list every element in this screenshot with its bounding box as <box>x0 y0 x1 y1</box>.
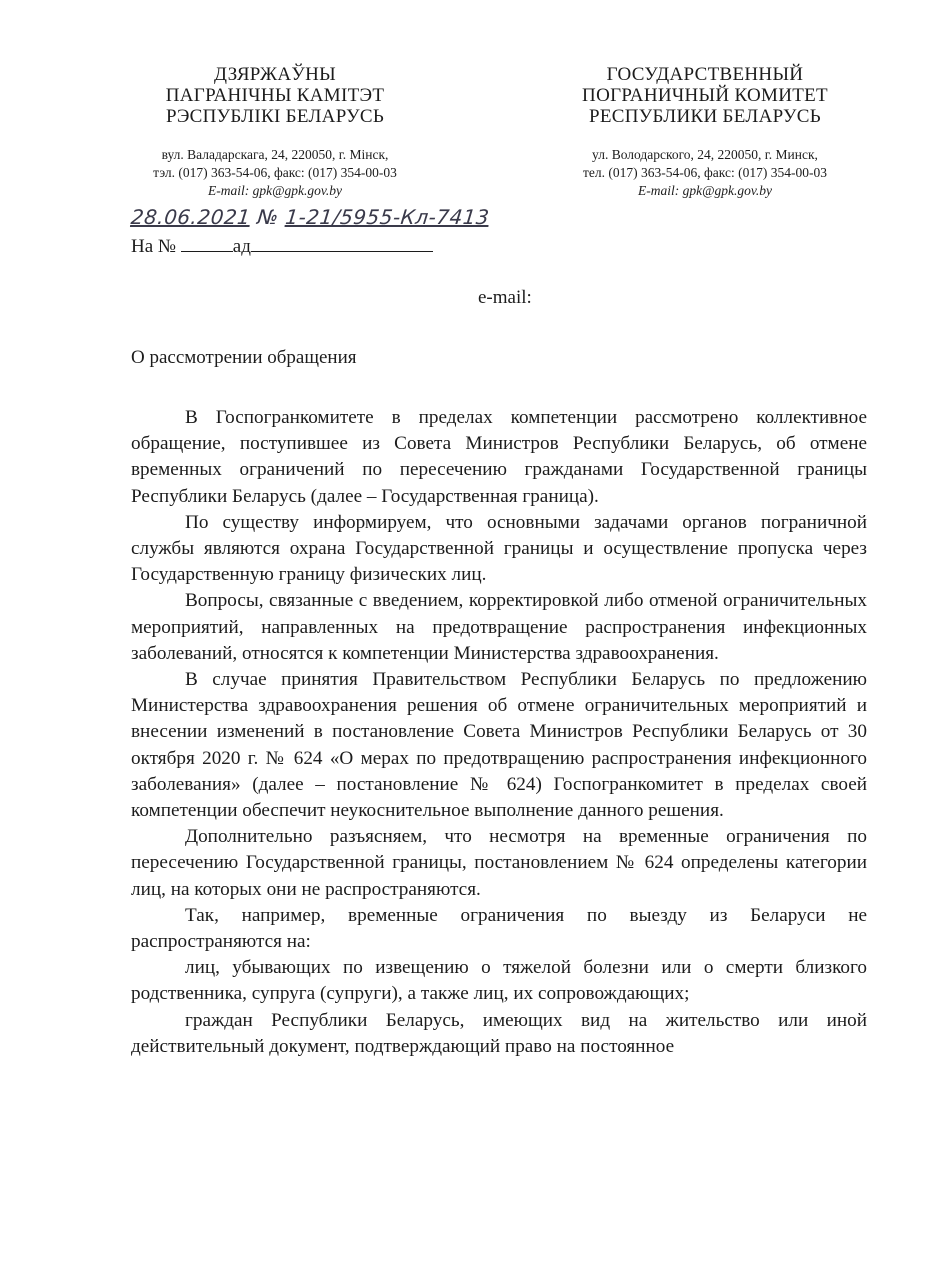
ref-from-label: ад <box>232 236 251 257</box>
org-name-be <box>110 64 440 127</box>
address: вул. Валадарскага, 24, 220050, г. Мінск, <box>161 147 389 162</box>
registration-number: 1-21/5955-Кл-7413 <box>284 205 491 229</box>
paragraph: Вопросы, связанные с введением, корректировкой либо отменой ограничительных мероприятий, направленных на предотвращение распространения инфекционных заболеваний, относятся к компетенции Министерства здравоохранения. <box>131 590 867 664</box>
paragraph: В Госпогранкомитете в пределах компетенции рассмотрено коллективное обращение, поступившее из Совета Министров Республики Беларусь, об отмене временных ограничений по пересечению гражданами Государственной границы Республики Беларусь (далее – Государственная граница). <box>131 407 867 507</box>
org-line: РЭСПУБЛІКІ БЕЛАРУСЬ <box>165 106 385 127</box>
header-russian <box>540 64 870 200</box>
contacts-ru <box>540 146 870 200</box>
header-belarusian <box>110 64 440 200</box>
paragraph: лиц, убывающих по извещению о тяжелой болезни или о смерти близкого родственника, супруга (супруги), а также лиц, их сопровождающих; <box>131 957 867 1005</box>
org-line: ГОСУДАРСТВЕННЫЙ <box>606 64 804 85</box>
paragraph: В случае принятия Правительством Республики Беларусь по предложению Министерства здравоохранения решения об отмене ограничительных мероприятий и внесении изменений в постановление Совета Министров Республики Беларусь от 30 октября 2020 г. № 624 «О мерах по предотвращению распространения инфекционного заболевания» (далее – постановление № 624) Госпогранкомитет в пределах своей компетенции обеспечит неукоснительное выполнение данного решения. <box>131 669 867 822</box>
registration-stamp <box>130 205 491 229</box>
email-link[interactable]: E-mail: gpk@gpk.gov.by <box>638 183 772 198</box>
ref-number-blank <box>181 234 233 252</box>
org-line: ПАГРАНІЧНЫ КАМІТЭТ <box>165 85 385 106</box>
org-line: РЕСПУБЛИКИ БЕЛАРУСЬ <box>589 106 821 127</box>
org-line: ПОГРАНИЧНЫЙ КОМИТЕТ <box>582 85 828 106</box>
phone: тел. (017) 363-54-06, факс: (017) 354-00-03 <box>583 165 827 180</box>
paragraph: По существу информируем, что основными задачами органов пограничной службы являются охрана Государственной границы и осуществление пропуска через Государственную границу физических лиц. <box>131 511 867 586</box>
ref-label: На № <box>131 236 177 257</box>
ref-date-blank <box>251 234 433 252</box>
phone: тэл. (017) 363-54-06, факс: (017) 354-00-03 <box>153 165 397 180</box>
contacts-be <box>110 146 440 200</box>
paragraph: Дополнительно разъясняем, что несмотря на временные ограничения по пересечению Государственной границы, постановлением № 624 определены категории лиц, на которых они не распространяются. <box>131 826 867 900</box>
paragraph: граждан Республики Беларусь, имеющих вид на жительство или иной действительный документ, подтверждающий право на постоянное <box>131 1009 867 1057</box>
registration-date: 28.06.2021 <box>129 205 252 229</box>
letter-body <box>131 405 867 1060</box>
paragraph: Так, например, временные ограничения по выезду из Беларуси не распространяются на: <box>131 904 867 953</box>
registration-number-prefix: № <box>256 205 280 229</box>
recipient-email-label: e-mail: <box>478 287 532 308</box>
reference-line <box>131 234 433 258</box>
email-link[interactable]: E-mail: gpk@gpk.gov.by <box>208 183 342 198</box>
org-name-ru <box>540 64 870 127</box>
letter-subject: О рассмотрении обращения <box>131 347 357 368</box>
org-line: ДЗЯРЖАЎНЫ <box>214 64 336 85</box>
address: ул. Володарского, 24, 220050, г. Минск, <box>592 147 818 162</box>
